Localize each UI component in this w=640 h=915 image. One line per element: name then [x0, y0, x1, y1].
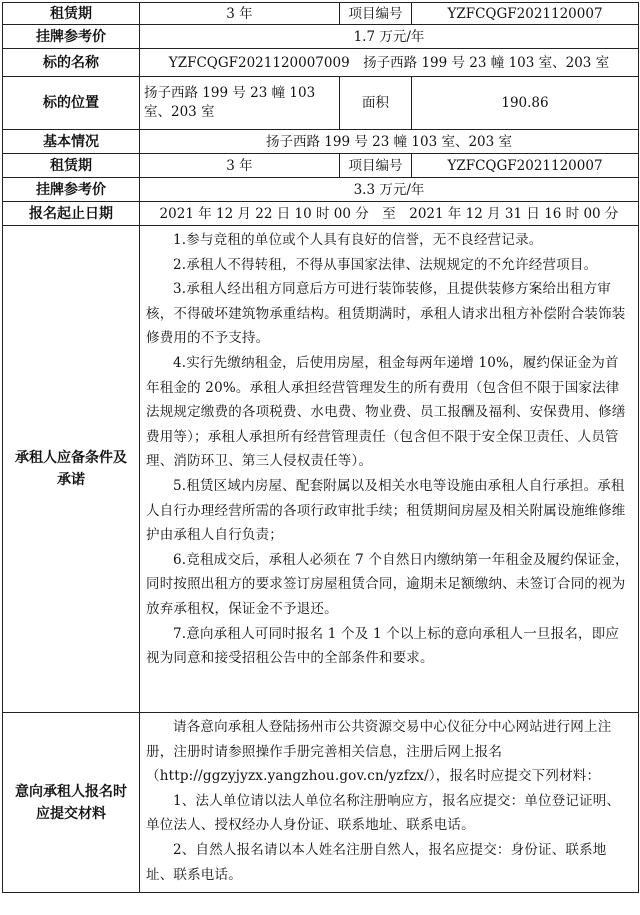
- row-basic-info: [3, 130, 639, 154]
- material-item: 2、自然人报名请以本人姓名注册自然人，报名应提交：身份证、联系地址、联系电话。: [146, 841, 607, 883]
- project-code-label-2: 项目编号: [340, 154, 412, 178]
- materials-label: 意向承租人报名时应提交材料: [3, 713, 140, 893]
- row-conditions: [3, 226, 639, 713]
- lease-term-value-2: 3 年: [140, 154, 340, 178]
- list-price-label-2: 挂牌参考价: [3, 178, 140, 202]
- material-item: 1、法人单位请以法人单位名称注册响应方，报名应提交：单位登记证明、单位法人、授权经办人身份证、联系地址、联系电话。: [146, 792, 621, 834]
- condition-item: 6.竞租成交后，承租人必须在 7 个自然日内缴纳第一年租金及履约保证金，同时按照出租方的要求签订房屋租赁合同，逾期未足额缴纳、未签订合同的视为放弃承租权，保证金不予退还。: [146, 551, 629, 617]
- row-subject-name: [3, 49, 639, 77]
- row-materials: [3, 713, 639, 893]
- conditions-label: 承租人应备条件及承诺: [3, 226, 140, 713]
- registration-period-value: 2021 年 12 月 22 日 10 时 00 分 至 2021 年 12 月 31 日 16 时 00 分: [140, 202, 639, 226]
- material-item: 请各意向承租人登陆扬州市公共资源交易中心仪征分中心网站进行网上注册，注册时请参照操作手册完善相关信息，注册后网上报名（http://ggzyjyzx.yangzhou.gov.cn/yzfzx/），报名时应提交下列材料：: [146, 719, 612, 785]
- subject-location-value: 扬子西路 199 号 23 幢 103 室、203 室: [140, 77, 340, 130]
- basic-info-value: 扬子西路 199 号 23 幢 103 室、203 室: [140, 130, 639, 154]
- condition-item: 7.意向承租人可同时报名 1 个及 1 个以上标的意向承租人一旦报名，即应视为同意和接受招租公告中的全部条件和要求。: [146, 625, 620, 667]
- condition-item: 3.承租人经出租方同意后方可进行装饰装修，且提供装修方案给出租方审核，不得破坏建筑物承重结构。租赁期满时，承租人请求出租方补偿附合装饰装修费用的不予支持。: [146, 281, 626, 347]
- project-code-label: 项目编号: [340, 3, 412, 25]
- condition-item: 5.租赁区域内房屋、配套附属以及相关水电等设施由承租人自行承担。承租人自行办理经营所需的各项行政审批手续；租赁期间房屋及相关附属设施维修维护由承租人自行负责；: [146, 477, 626, 544]
- row-lease-term-2: [3, 154, 639, 178]
- materials-body: [140, 713, 639, 893]
- list-price-value: 1.7 万元/年: [140, 25, 639, 49]
- subject-location-label: 标的位置: [3, 77, 140, 130]
- basic-info-label: 基本情况: [3, 130, 140, 154]
- area-label: 面积: [340, 77, 412, 130]
- conditions-body: [140, 226, 639, 713]
- lease-info-table: [2, 2, 639, 893]
- condition-item: 1.参与竞租的单位或个人具有良好的信誉，无不良经营记录。: [173, 232, 543, 248]
- condition-item: 4.实行先缴纳租金，后使用房屋，租金每两年递增 10%，履约保证金为首年租金的 20%。承租人承担经营管理发生的所有费用（包含但不限于国家法律法规规定缴费的各项税费、水电费、物业费、员工报酬及福利、安保费用、修缮费用等）；承租人承担所有经营管理责任（包含但不限于安全保卫责任、人员管理、消防环卫、第三人侵权责任等）。: [146, 354, 626, 470]
- list-price-value-2: 3.3 万元/年: [140, 178, 639, 202]
- lease-term-label: 租赁期: [3, 3, 140, 25]
- row-lease-term: [3, 3, 639, 25]
- area-value: 190.86: [412, 77, 639, 130]
- project-code-value: YZFCQGF2021120007: [412, 3, 639, 25]
- lease-term-label-2: 租赁期: [3, 154, 140, 178]
- row-list-price-2: [3, 178, 639, 202]
- condition-item: 2.承租人不得转租，不得从事国家法律、法规规定的不允许经营项目。: [173, 256, 598, 273]
- subject-name-value: YZFCQGF2021120007009 扬子西路 199 号 23 幢 103 室、203 室: [140, 49, 639, 77]
- row-registration-period: [3, 202, 639, 226]
- row-list-price: [3, 25, 639, 49]
- lease-term-value: 3 年: [140, 3, 340, 25]
- row-subject-location: [3, 77, 639, 130]
- project-code-value-2: YZFCQGF2021120007: [412, 154, 639, 178]
- list-price-label: 挂牌参考价: [3, 25, 140, 49]
- registration-period-label: 报名起止日期: [3, 202, 140, 226]
- subject-name-label: 标的名称: [3, 49, 140, 77]
